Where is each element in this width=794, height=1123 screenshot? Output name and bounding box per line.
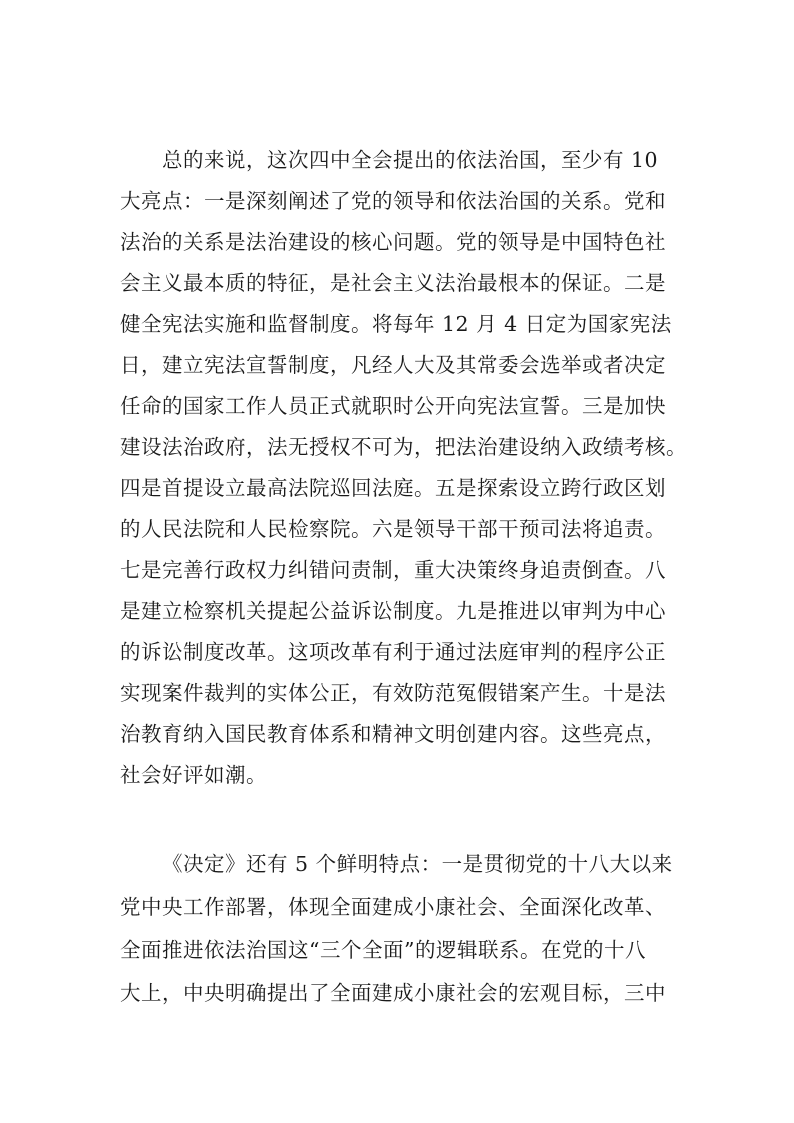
paragraph-1-line-3: 法治的关系是法治建设的核心问题。党的领导是中国特色社 [120,230,666,254]
paragraph-1-line-15: 治教育纳入国民教育体系和精神文明创建内容。这些亮点， [120,722,666,746]
paragraph-2-line-1: 《决定》还有 5 个鲜明特点：一是贯彻党的十八大以来 [162,852,673,876]
paragraph-1-line-13: 的诉讼制度改革。这项改革有利于通过法庭审判的程序公正 [120,640,666,664]
paragraph-2-line-4: 大上，中央明确提出了全面建成小康社会的宏观目标，三中 [120,981,666,1005]
paragraph-2-line-3: 全面推进依法治国这“三个全面”的逻辑联系。在党的十八 [120,938,646,962]
paragraph-1-line-8: 建设法治政府，法无授权不可为，把法治建设纳入政绩考核。 [120,435,687,459]
paragraph-1-line-9: 四是首提设立最高法院巡回法庭。五是探索设立跨行政区划 [120,476,666,500]
paragraph-2-line-2: 党中央工作部署，体现全面建成小康社会、全面深化改革、 [120,895,666,919]
paragraph-1-line-1: 总的来说，这次四中全会提出的依法治国，至少有 10 [162,148,659,172]
paragraph-1-line-12: 是建立检察机关提起公益诉讼制度。九是推进以审判为中心 [120,599,666,623]
paragraph-1-line-5: 健全宪法实施和监督制度。将每年 12 月 4 日定为国家宪法 [120,312,672,336]
paragraph-1-line-4: 会主义最本质的特征，是社会主义法治最根本的保证。二是 [120,271,666,295]
paragraph-1-line-2: 大亮点：一是深刻阐述了党的领导和依法治国的关系。党和 [120,189,666,213]
paragraph-1-line-16: 社会好评如潮。 [120,763,267,787]
paragraph-1-line-11: 七是完善行政权力纠错问责制，重大决策终身追责倒查。八 [120,558,666,582]
paragraph-1-line-10: 的人民法院和人民检察院。六是领导干部干预司法将追责。 [120,517,666,541]
paragraph-1-line-14: 实现案件裁判的实体公正，有效防范冤假错案产生。十是法 [120,681,666,705]
paragraph-1-line-7: 任命的国家工作人员正式就职时公开向宪法宣誓。三是加快 [120,394,666,418]
paragraph-1-line-6: 日，建立宪法宣誓制度，凡经人大及其常委会选举或者决定 [120,353,666,377]
